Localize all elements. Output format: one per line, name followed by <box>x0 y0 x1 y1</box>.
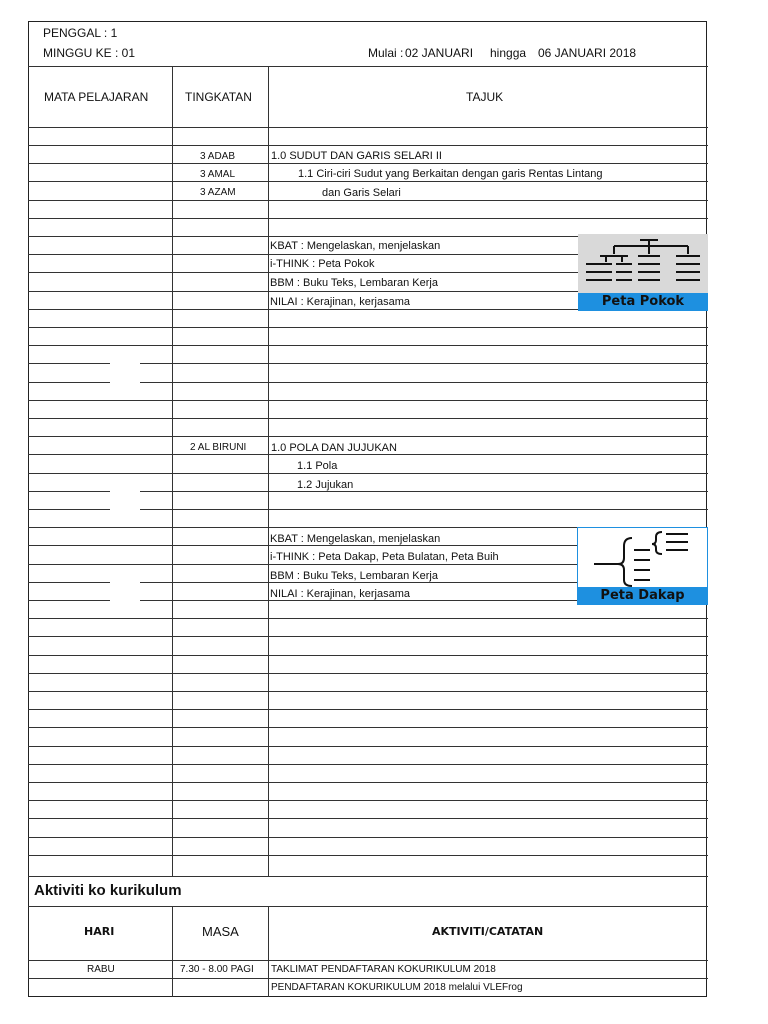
grid-row-line <box>28 764 708 765</box>
col-tingkatan: TINGKATAN <box>185 90 252 104</box>
grid-row-line <box>28 636 708 637</box>
row-masa: 7.30 - 8.00 PAGI <box>180 964 254 975</box>
brace-map-icon <box>578 528 707 588</box>
grid-row-line <box>28 691 708 692</box>
grid-row-line <box>28 800 708 801</box>
grid-row-line <box>28 746 708 747</box>
nilai-line-2: NILAI : Kerajinan, kerjasama <box>270 588 411 600</box>
peta-pokok-thumbnail <box>578 234 708 311</box>
minggu-label: MINGGU KE : 01 <box>43 46 136 60</box>
penggal-label: PENGGAL : 1 <box>43 26 118 40</box>
grid-row-line <box>28 66 708 67</box>
grid-row-line <box>28 837 708 838</box>
grid-row-line <box>28 906 708 907</box>
grid-row-line <box>28 673 708 674</box>
scan-mark <box>110 580 140 602</box>
grid-row-line <box>28 181 708 182</box>
nilai-line: NILAI : Kerajinan, kerjasama <box>270 296 411 308</box>
col-tajuk: TAJUK <box>466 90 504 104</box>
tree-map-icon <box>578 234 708 293</box>
hingga-value: 06 JANUARI 2018 <box>538 46 637 60</box>
grid-row-line <box>28 818 708 819</box>
subtopic-pola: 1.1 Pola <box>297 460 338 472</box>
bbm-line-2: BBM : Buku Teks, Lembaran Kerja <box>270 570 438 582</box>
grid-row-line <box>28 855 708 856</box>
cocurriculum-title: Aktiviti ko kurikulum <box>34 882 182 899</box>
grid-row-line <box>28 782 708 783</box>
scan-mark <box>110 358 140 384</box>
grid-row-line <box>28 327 708 328</box>
grid-column-line <box>172 906 173 997</box>
grid-row-line <box>28 655 708 656</box>
row-aktiviti: PENDAFTARAN KOKURIKULUM 2018 melalui VLEFrog <box>271 982 523 993</box>
bbm-line: BBM : Buku Teks, Lembaran Kerja <box>270 277 438 289</box>
col-hari: HARI <box>84 925 115 938</box>
grid-row-line <box>28 876 708 877</box>
subtopic: 1.1 Ciri-ciri Sudut yang Berkaitan dengan garis Rentas Lintang <box>298 168 603 180</box>
grid-column-line <box>268 906 269 997</box>
grid-column-line <box>172 66 173 876</box>
kbat-line-2: KBAT : Mengelaskan, menjelaskan <box>270 533 441 545</box>
mulai-value: 02 JANUARI <box>405 46 474 60</box>
kbat-line: KBAT : Mengelaskan, menjelaskan <box>270 240 441 252</box>
topic-title-2: 1.0 POLA DAN JUJUKAN <box>271 442 397 454</box>
grid-row-line <box>28 618 708 619</box>
grid-row-line <box>28 345 708 346</box>
class-3-amal: 3 AMAL <box>200 169 236 180</box>
row-aktiviti: TAKLIMAT PENDAFTARAN KOKURIKULUM 2018 <box>271 964 496 975</box>
col-mata-pelajaran: MATA PELAJARAN <box>44 90 149 104</box>
col-masa: MASA <box>202 924 239 939</box>
col-aktiviti: AKTIVITI/CATATAN <box>432 925 544 938</box>
grid-row-line <box>28 127 708 128</box>
grid-row-line <box>28 960 708 961</box>
grid-row-line <box>28 418 708 419</box>
subtopic-continued: dan Garis Selari <box>322 187 401 199</box>
grid-row-line <box>28 163 708 164</box>
hingga-label: hingga <box>490 46 527 60</box>
peta-pokok-caption: Peta Pokok <box>578 293 708 311</box>
grid-column-line <box>268 66 269 876</box>
subtopic-jujukan: 1.2 Jujukan <box>297 479 354 491</box>
grid-row-line <box>28 473 708 474</box>
grid-row-line <box>28 727 708 728</box>
mulai-label: Mulai : <box>368 46 404 60</box>
grid-row-line <box>28 436 708 437</box>
row-hari: RABU <box>87 964 115 975</box>
class-3-adab: 3 ADAB <box>200 151 236 162</box>
scan-mark <box>110 490 140 520</box>
grid-row-line <box>28 978 708 979</box>
peta-dakap-thumbnail <box>577 527 708 605</box>
topic-title: 1.0 SUDUT DAN GARIS SELARI II <box>271 150 442 162</box>
grid-row-line <box>28 145 708 146</box>
scan-mark <box>116 410 136 418</box>
grid-row-line <box>28 709 708 710</box>
grid-row-line <box>28 218 708 219</box>
ithink-line-2: i-THINK : Peta Dakap, Peta Bulatan, Peta Buih <box>270 551 499 563</box>
grid-row-line <box>28 200 708 201</box>
peta-dakap-caption: Peta Dakap <box>578 587 707 604</box>
grid-row-line <box>28 400 708 401</box>
ithink-line: i-THINK : Peta Pokok <box>270 258 375 270</box>
class-2-al-biruni: 2 AL BIRUNI <box>190 442 247 453</box>
class-3-azam: 3 AZAM <box>200 187 236 198</box>
